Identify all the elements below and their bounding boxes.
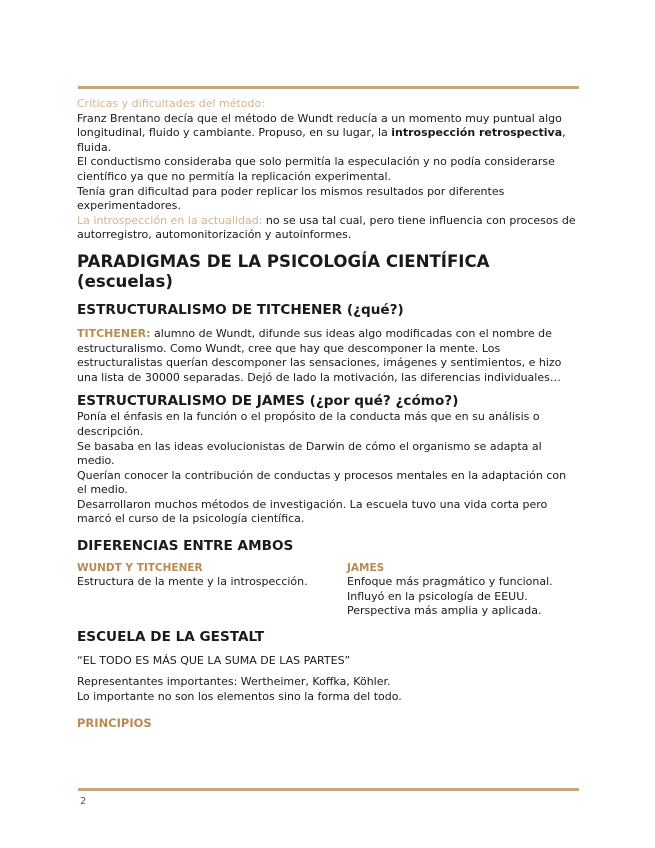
text-span: , fluida. (77, 126, 566, 154)
wundt-heading: WUNDT Y TITCHENER (77, 562, 203, 575)
bold-term: introspección retrospectiva (391, 126, 563, 140)
gestalt-quote: “EL TODO ES MÁS QUE LA SUMA DE LAS PARTES” (77, 653, 351, 667)
gestalt-line-2: Lo importante no son los elementos sino la forma del todo. (77, 690, 402, 704)
james-line-2: Influyó en la psicología de EEUU. (347, 589, 528, 603)
page-number: 2 (80, 796, 87, 807)
criticas-paragraph-1 (77, 112, 579, 156)
james-line-3: Perspectiva más amplia y aplicada. (347, 604, 542, 618)
actualidad-paragraph (77, 214, 579, 243)
titchener-label: TITCHENER: (77, 326, 151, 340)
actualidad-label: La introspección en la actualidad: (77, 213, 263, 227)
titchener-title: ESTRUCTURALISMO DE TITCHENER (¿qué?) (77, 301, 404, 318)
james-paragraph-2: Se basaba en las ideas evolucionistas de Darwin de cómo el organismo se adapta al medio. (77, 439, 542, 468)
criticas-paragraph-2: El conductismo consideraba que solo permitía la especulación y no podía considerarse científico ya que no permitía la replicación experimental. (77, 155, 555, 183)
james-title: ESTRUCTURALISMO DE JAMES (¿por qué? ¿cómo?) (77, 393, 459, 410)
criticas-label: Críticas y dificultades del método: (77, 97, 265, 110)
james-line-1: Enfoque más pragmático y funcional. (347, 575, 553, 589)
james-paragraph-4: Desarrollaron muchos métodos de investigación. La escuela tuvo una vida corta pero marcó el curso de la psicología científica. (77, 497, 548, 526)
diferencias-columns (77, 561, 579, 619)
text-span: Franz Brentano decía que el método de Wundt reducía a un momento muy puntual algo longitudinal, fluido y cambiante. Propuso, en su lugar, la (77, 111, 562, 140)
page-content (77, 97, 579, 730)
wundt-line: Estructura de la mente y la introspección. (77, 575, 308, 589)
top-rule (78, 86, 579, 89)
titchener-paragraph (77, 327, 579, 385)
bottom-rule (78, 788, 579, 791)
james-column (347, 561, 579, 619)
actualidad-text: no se usa tal cual, pero tiene influencia con procesos de autorregistro, automonitorización y autoinformes. (77, 213, 576, 242)
gestalt-title: ESCUELA DE LA GESTALT (77, 628, 265, 645)
james-paragraph-3: Querían conocer la contribución de conductas y procesos mentales en la adaptación con el medio. (77, 468, 567, 497)
diferencias-title: DIFERENCIAS ENTRE AMBOS (77, 538, 294, 555)
james-paragraph-1: Ponía el énfasis en la función o el propósito de la conducta más que en su análisis o descripción. (77, 410, 540, 438)
criticas-paragraph-3: Tenía gran dificultad para poder replicar los mismos resultados por diferentes experimentadores. (77, 184, 505, 213)
wundt-column (77, 561, 347, 619)
paradigmas-title: PARADIGMAS DE LA PSICOLOGÍA CIENTÍFICA (escuelas) (77, 251, 490, 291)
principios-heading: PRINCIPIOS (77, 715, 152, 730)
titchener-text: alumno de Wundt, difunde sus ideas algo modificadas con el nombre de estructuralismo. Como Wundt, cree que hay que descomponer la mente. Los estructuralistas querían descomponer las sensaciones, imágenes y sentimientos, e hizo una lista de 30000 separadas. Dejó de lado la motivación, las diferencias individuales… (77, 326, 562, 384)
gestalt-line-1: Representantes importantes: Wertheimer, Koffka, Köhler. (77, 675, 391, 689)
james-heading: JAMES (347, 562, 385, 575)
